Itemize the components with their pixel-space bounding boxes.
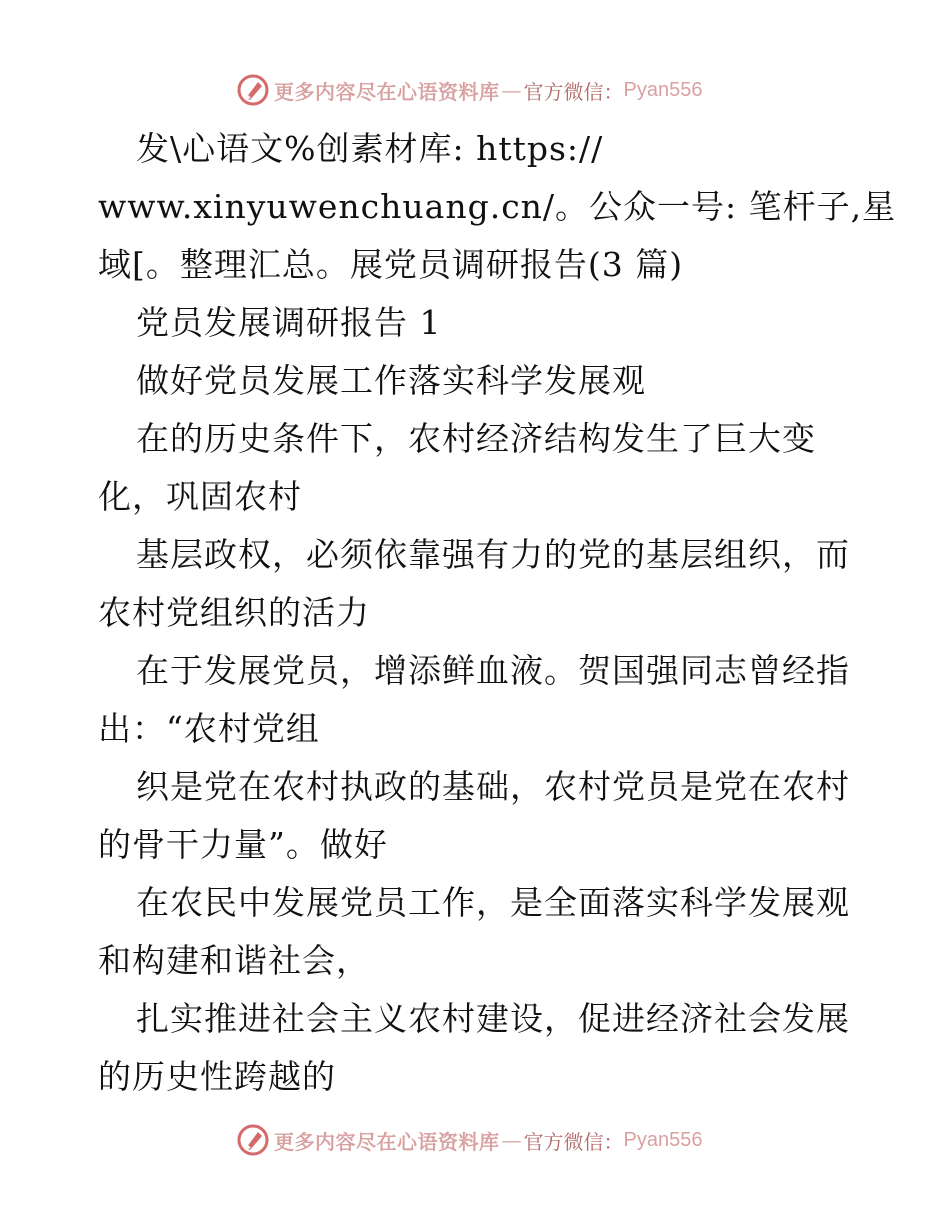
body-line-8: 基层政权，必须依靠强有力的党的基层组织，而 bbox=[136, 535, 850, 574]
footer-dash: — bbox=[501, 1128, 522, 1152]
body-line-17: 的历史性跨越的 bbox=[98, 1057, 336, 1096]
body-line-13: 的骨干力量”。做好 bbox=[98, 825, 388, 864]
body-line-6: 在的历史条件下，农村经济结构发生了巨大变 bbox=[136, 419, 816, 458]
pen-nib-logo-icon bbox=[236, 1123, 270, 1157]
body-line-5: 做好党员发展工作落实科学发展观 bbox=[136, 361, 646, 400]
footer-brand-text: 更多内容尽在心语资料库 bbox=[274, 1129, 500, 1154]
body-line-12: 织是党在农村执政的基础，农村党员是党在农村 bbox=[136, 767, 850, 806]
body-line-10: 在于发展党员，增添鲜血液。贺国强同志曾经指 bbox=[136, 651, 850, 690]
body-line-14: 在农民中发展党员工作，是全面落实科学发展观 bbox=[136, 883, 850, 922]
body-line-3: 域[。整理汇总。展党员调研报告(3 篇) bbox=[98, 245, 684, 284]
header-watermark bbox=[236, 70, 716, 110]
header-handle: Pyan556 bbox=[623, 78, 703, 101]
pen-nib-logo-icon bbox=[236, 73, 270, 107]
header-brand-text: 更多内容尽在心语资料库 bbox=[274, 79, 500, 104]
footer-watermark bbox=[236, 1120, 716, 1160]
header-dash: — bbox=[501, 78, 522, 102]
body-line-7: 化，巩固农村 bbox=[98, 477, 302, 516]
body-line-2: www.xinyuwenchuang.cn/。公众一号: 笔杆子,星 bbox=[98, 187, 897, 226]
body-line-11: 出：“农村党组 bbox=[98, 709, 320, 748]
body-line-9: 农村党组织的活力 bbox=[98, 593, 370, 632]
body-line-15: 和构建和谐社会， bbox=[98, 941, 370, 980]
footer-id-label: 官方微信： bbox=[523, 1129, 624, 1154]
document-body bbox=[98, 120, 897, 1106]
body-line-4: 党员发展调研报告 1 bbox=[136, 303, 442, 342]
header-id-label: 官方微信： bbox=[523, 79, 624, 104]
body-line-16: 扎实推进社会主义农村建设，促进经济社会发展 bbox=[136, 999, 850, 1038]
footer-handle: Pyan556 bbox=[623, 1128, 703, 1151]
body-line-1: 发\心语文%创素材库: https:// bbox=[136, 129, 604, 168]
